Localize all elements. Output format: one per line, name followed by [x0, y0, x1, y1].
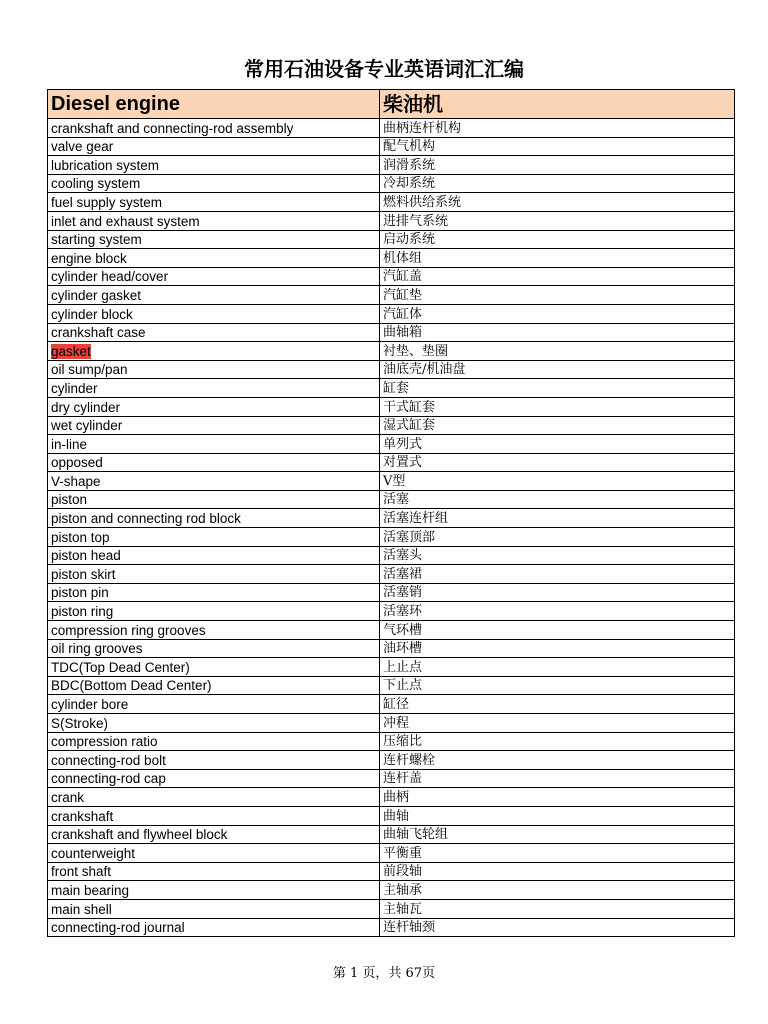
table-row	[48, 342, 735, 361]
term-chinese: 冲程	[380, 714, 735, 733]
table-row	[48, 695, 735, 714]
term-english	[48, 546, 380, 565]
term-english-text: wet cylinder	[51, 418, 123, 434]
term-english	[48, 509, 380, 528]
term-chinese: 活塞头	[380, 546, 735, 565]
term-chinese: 活塞	[380, 490, 735, 509]
table-row	[48, 565, 735, 584]
term-chinese: 平衡重	[380, 844, 735, 863]
term-english-text: compression ring grooves	[51, 622, 206, 638]
term-english-text: cylinder bore	[51, 697, 129, 712]
table-row	[48, 360, 735, 379]
table-row	[48, 137, 735, 156]
term-english	[48, 323, 380, 342]
table-row	[48, 490, 735, 509]
term-chinese: 活塞顶部	[380, 528, 735, 547]
table-row	[48, 193, 735, 212]
term-english-text: piston pin	[51, 585, 109, 601]
term-english-text: connecting-rod bolt	[51, 752, 166, 768]
term-chinese: 压缩比	[380, 732, 735, 751]
term-english-text: piston ring	[51, 604, 114, 620]
table-row	[48, 862, 735, 881]
term-english-text: connecting-rod journal	[51, 920, 185, 936]
term-english-text: crank	[51, 789, 85, 805]
term-english	[48, 528, 380, 547]
term-english-text: in-line	[51, 436, 88, 452]
table-row	[48, 174, 735, 193]
term-chinese: 主轴承	[380, 881, 735, 900]
term-english-text: piston skirt	[51, 566, 116, 582]
term-english-text: V-shape	[51, 473, 101, 489]
table-row	[48, 825, 735, 844]
term-english	[48, 621, 380, 640]
table-row	[48, 881, 735, 900]
term-chinese: 上止点	[380, 658, 735, 677]
term-english	[48, 583, 380, 602]
term-chinese: 汽缸垫	[380, 286, 735, 305]
term-chinese: 缸套	[380, 379, 735, 398]
term-chinese: 曲轴	[380, 806, 735, 825]
term-english-text: cooling system	[51, 176, 141, 192]
term-english	[48, 918, 380, 937]
table-row	[48, 899, 735, 918]
term-english	[48, 899, 380, 918]
term-chinese: 油底壳/机油盘	[380, 360, 735, 379]
term-chinese: 曲轴飞轮组	[380, 825, 735, 844]
term-english-text: crankshaft case	[51, 325, 146, 341]
term-english-text: valve gear	[51, 139, 114, 155]
term-english-text: crankshaft and flywheel block	[51, 827, 228, 843]
term-chinese: 前段轴	[380, 862, 735, 881]
term-chinese: 活塞裙	[380, 565, 735, 584]
term-english	[48, 490, 380, 509]
term-english	[48, 565, 380, 584]
table-row	[48, 379, 735, 398]
term-english-text: main shell	[51, 901, 112, 917]
term-english-text: cylinder	[51, 380, 98, 396]
table-row	[48, 119, 735, 138]
term-english	[48, 714, 380, 733]
term-english	[48, 342, 380, 361]
term-english	[48, 881, 380, 900]
table-row	[48, 397, 735, 416]
term-english-text: oil sump/pan	[51, 362, 128, 378]
table-row	[48, 472, 735, 491]
table-row	[48, 546, 735, 565]
term-english-text: compression ratio	[51, 734, 158, 750]
table-row	[48, 435, 735, 454]
term-english-text: counterweight	[51, 845, 136, 861]
term-english	[48, 230, 380, 249]
table-row	[48, 156, 735, 175]
term-chinese: 气环槽	[380, 621, 735, 640]
term-english	[48, 862, 380, 881]
term-chinese: V型	[380, 472, 735, 491]
table-row	[48, 211, 735, 230]
term-chinese: 润滑系统	[380, 156, 735, 175]
term-english-text: engine block	[51, 250, 127, 266]
table-row	[48, 528, 735, 547]
table-row	[48, 304, 735, 323]
term-english	[48, 286, 380, 305]
table-row	[48, 769, 735, 788]
term-chinese: 连杆螺栓	[380, 751, 735, 770]
term-english-text: connecting-rod cap	[51, 771, 166, 787]
table-row	[48, 732, 735, 751]
term-english-text: opposed	[51, 455, 103, 471]
term-english-text: piston head	[51, 548, 121, 564]
table-row	[48, 230, 735, 249]
table-row	[48, 844, 735, 863]
term-english-text: fuel supply system	[51, 194, 163, 210]
table-row	[48, 286, 735, 305]
term-english-text: front shaft	[51, 864, 112, 880]
table-row	[48, 323, 735, 342]
term-english	[48, 676, 380, 695]
table-row	[48, 788, 735, 807]
term-english-text: crankshaft	[51, 808, 114, 824]
term-chinese: 曲轴箱	[380, 323, 735, 342]
term-chinese: 连杆盖	[380, 769, 735, 788]
term-english-text: TDC(Top Dead Center)	[51, 659, 190, 675]
term-english	[48, 806, 380, 825]
term-chinese: 曲柄连杆机构	[380, 119, 735, 138]
term-chinese: 进排气系统	[380, 211, 735, 230]
table-body	[48, 119, 735, 937]
term-english	[48, 639, 380, 658]
term-chinese: 活塞连杆组	[380, 509, 735, 528]
term-chinese: 主轴瓦	[380, 899, 735, 918]
term-chinese: 配气机构	[380, 137, 735, 156]
term-english	[48, 304, 380, 323]
term-english	[48, 360, 380, 379]
table-row	[48, 676, 735, 695]
term-english	[48, 156, 380, 175]
term-english	[48, 397, 380, 416]
term-chinese: 对置式	[380, 453, 735, 472]
header-english: Diesel engine	[48, 90, 380, 119]
term-chinese: 单列式	[380, 435, 735, 454]
term-english	[48, 416, 380, 435]
term-chinese: 湿式缸套	[380, 416, 735, 435]
table-row	[48, 806, 735, 825]
term-english-text: dry cylinder	[51, 399, 121, 415]
term-english-text: piston top	[51, 529, 110, 545]
term-english-text: lubrication system	[51, 157, 160, 173]
term-english	[48, 658, 380, 677]
term-english	[48, 211, 380, 230]
page-footer: 第 1 页，共 67页	[332, 966, 436, 981]
table-row	[48, 639, 735, 658]
term-english-text: starting system	[51, 232, 142, 248]
page-title: 常用石油设备专业英语词汇汇编	[244, 57, 524, 81]
term-english	[48, 249, 380, 268]
table-row	[48, 918, 735, 937]
term-english-text: crankshaft and connecting-rod assembly	[51, 120, 294, 136]
term-english	[48, 788, 380, 807]
term-chinese: 曲柄	[380, 788, 735, 807]
term-english-text: cylinder head/cover	[51, 269, 169, 285]
term-chinese: 连杆轴颈	[380, 918, 735, 937]
term-english	[48, 769, 380, 788]
term-english-text: piston and connecting rod block	[51, 511, 241, 527]
term-chinese: 下止点	[380, 676, 735, 695]
term-chinese: 缸径	[380, 695, 735, 714]
table-row	[48, 453, 735, 472]
term-chinese: 油环槽	[380, 639, 735, 658]
term-english	[48, 751, 380, 770]
term-english	[48, 453, 380, 472]
term-english-text: main bearing	[51, 882, 130, 898]
term-english	[48, 193, 380, 212]
table-row	[48, 583, 735, 602]
table-row	[48, 249, 735, 268]
table-row	[48, 267, 735, 286]
term-english-text: cylinder block	[51, 306, 133, 322]
table-row	[48, 658, 735, 677]
term-chinese: 活塞销	[380, 583, 735, 602]
table-row	[48, 416, 735, 435]
term-chinese: 汽缸体	[380, 304, 735, 323]
term-english	[48, 472, 380, 491]
term-chinese: 汽缸盖	[380, 267, 735, 286]
table-row	[48, 751, 735, 770]
table-row	[48, 602, 735, 621]
term-english	[48, 825, 380, 844]
term-english	[48, 174, 380, 193]
header-chinese: 柴油机	[380, 90, 735, 119]
term-chinese: 冷却系统	[380, 174, 735, 193]
term-english	[48, 379, 380, 398]
term-english	[48, 602, 380, 621]
table-row	[48, 714, 735, 733]
vocabulary-table	[47, 89, 735, 937]
table-row	[48, 509, 735, 528]
term-chinese: 活塞环	[380, 602, 735, 621]
term-english-text: cylinder gasket	[51, 287, 142, 303]
term-english-text: oil ring grooves	[51, 641, 143, 657]
term-english-text: inlet and exhaust system	[51, 213, 200, 229]
term-english-text: S(Stroke)	[51, 715, 109, 731]
term-chinese: 燃料供给系统	[380, 193, 735, 212]
term-english-text: gasket	[51, 343, 91, 359]
term-english	[48, 844, 380, 863]
term-english	[48, 732, 380, 751]
term-chinese: 衬垫、垫圈	[380, 342, 735, 361]
term-chinese: 干式缸套	[380, 397, 735, 416]
term-english-text: piston	[51, 492, 88, 508]
term-english	[48, 435, 380, 454]
term-english	[48, 137, 380, 156]
term-chinese: 机体组	[380, 249, 735, 268]
term-english-text: BDC(Bottom Dead Center)	[51, 678, 212, 694]
term-english	[48, 695, 380, 714]
term-chinese: 启动系统	[380, 230, 735, 249]
term-english	[48, 119, 380, 138]
term-english	[48, 267, 380, 286]
table-row	[48, 621, 735, 640]
table-header-row	[48, 90, 735, 119]
